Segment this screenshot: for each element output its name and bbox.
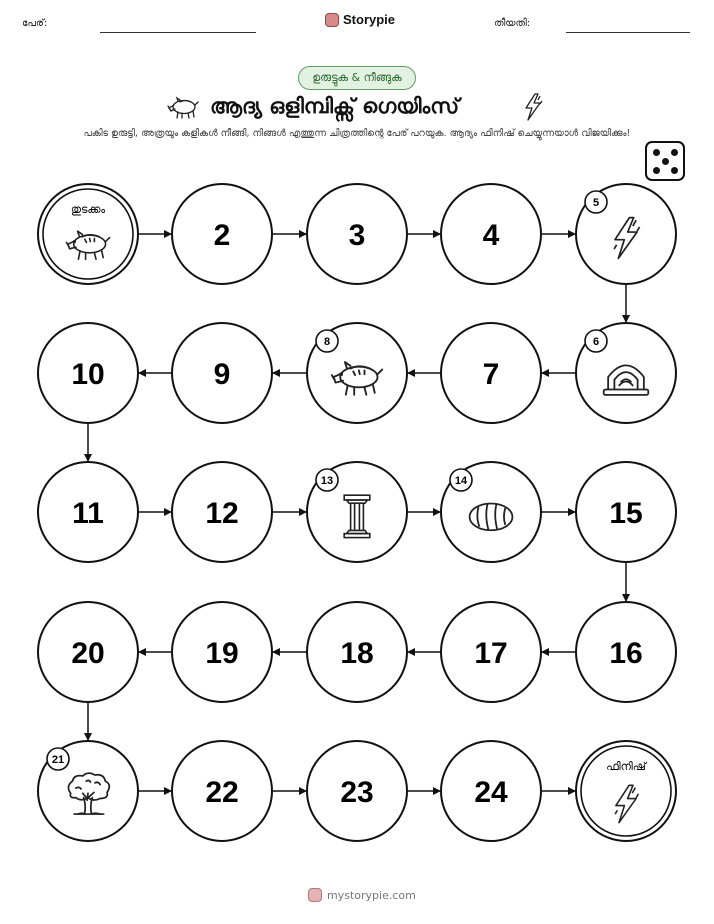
board-space-2[interactable] bbox=[172, 184, 272, 284]
space-number: 3 bbox=[348, 219, 366, 252]
footer bbox=[308, 888, 416, 902]
board-space-16[interactable] bbox=[576, 602, 676, 702]
space-number: 12 bbox=[205, 497, 239, 530]
board-space-24[interactable] bbox=[441, 741, 541, 841]
brand-name: Storypie bbox=[343, 12, 396, 27]
space-number: 4 bbox=[482, 219, 500, 252]
space-number: 11 bbox=[72, 497, 104, 530]
board-space-12[interactable] bbox=[172, 462, 272, 562]
board-space-6[interactable] bbox=[576, 323, 676, 423]
board-space-21[interactable] bbox=[38, 741, 138, 841]
space-number: 22 bbox=[205, 776, 239, 809]
space-number: 14 bbox=[454, 475, 468, 487]
space-number: 13 bbox=[320, 475, 334, 487]
space-number: 23 bbox=[340, 776, 374, 809]
space-number: 9 bbox=[213, 358, 231, 391]
space-number: 20 bbox=[71, 637, 105, 670]
space-number: 16 bbox=[609, 637, 643, 670]
board-space-4[interactable] bbox=[441, 184, 541, 284]
board-space-18[interactable] bbox=[307, 602, 407, 702]
board-space-14[interactable] bbox=[441, 462, 541, 562]
start-space[interactable] bbox=[38, 184, 138, 284]
board-space-19[interactable] bbox=[172, 602, 272, 702]
footer-url[interactable]: mystorypie.com bbox=[327, 888, 416, 902]
page-title: ആദ്യ ഒളിമ്പിക്സ് ഗെയിംസ് bbox=[210, 94, 460, 118]
space-number: 6 bbox=[592, 336, 600, 348]
space-number: 7 bbox=[482, 358, 500, 391]
space-number: 8 bbox=[323, 336, 331, 348]
board-space-10[interactable] bbox=[38, 323, 138, 423]
board-space-8[interactable] bbox=[307, 323, 407, 423]
storypie-logo-icon bbox=[308, 888, 322, 902]
space-number: 24 bbox=[474, 776, 508, 809]
finish-space[interactable] bbox=[576, 741, 676, 841]
space-number: 19 bbox=[205, 637, 239, 670]
board-space-9[interactable] bbox=[172, 323, 272, 423]
board-space-15[interactable] bbox=[576, 462, 676, 562]
space-number: 2 bbox=[213, 219, 231, 252]
name-label: പേര്: bbox=[22, 18, 48, 29]
board-space-22[interactable] bbox=[172, 741, 272, 841]
board-space-3[interactable] bbox=[307, 184, 407, 284]
board-space-17[interactable] bbox=[441, 602, 541, 702]
space-number: 21 bbox=[51, 754, 65, 766]
board-space-13[interactable] bbox=[307, 462, 407, 562]
date-label: തീയതി: bbox=[494, 18, 531, 29]
finish-label: ഫിനിഷ് bbox=[606, 760, 646, 773]
game-type-badge: ഉരുട്ടുക & നീങ്ങുക bbox=[298, 66, 416, 90]
space-number: 18 bbox=[340, 637, 374, 670]
space-circle bbox=[38, 184, 138, 284]
board-space-5[interactable] bbox=[576, 184, 676, 284]
start-label: തുടക്കം bbox=[70, 203, 106, 216]
board-space-11[interactable] bbox=[38, 462, 138, 562]
board-cells bbox=[38, 184, 676, 841]
space-number: 10 bbox=[71, 358, 105, 391]
space-number: 5 bbox=[592, 197, 600, 209]
board-space-20[interactable] bbox=[38, 602, 138, 702]
board-space-7[interactable] bbox=[441, 323, 541, 423]
board-space-23[interactable] bbox=[307, 741, 407, 841]
space-number: 15 bbox=[609, 497, 643, 530]
instructions: പകിട ഉരുട്ടി, അത്രയും കളികൾ നീങ്ങി, നിങ്ങൾ എത്തുന്ന ചിത്രത്തിന്റെ പേര് പറയുക. ആദ്യം ഫിനിഷ് ചെയ്യുന്നയാൾ വിജയിക്കും! bbox=[83, 128, 631, 139]
space-number: 17 bbox=[474, 637, 508, 670]
